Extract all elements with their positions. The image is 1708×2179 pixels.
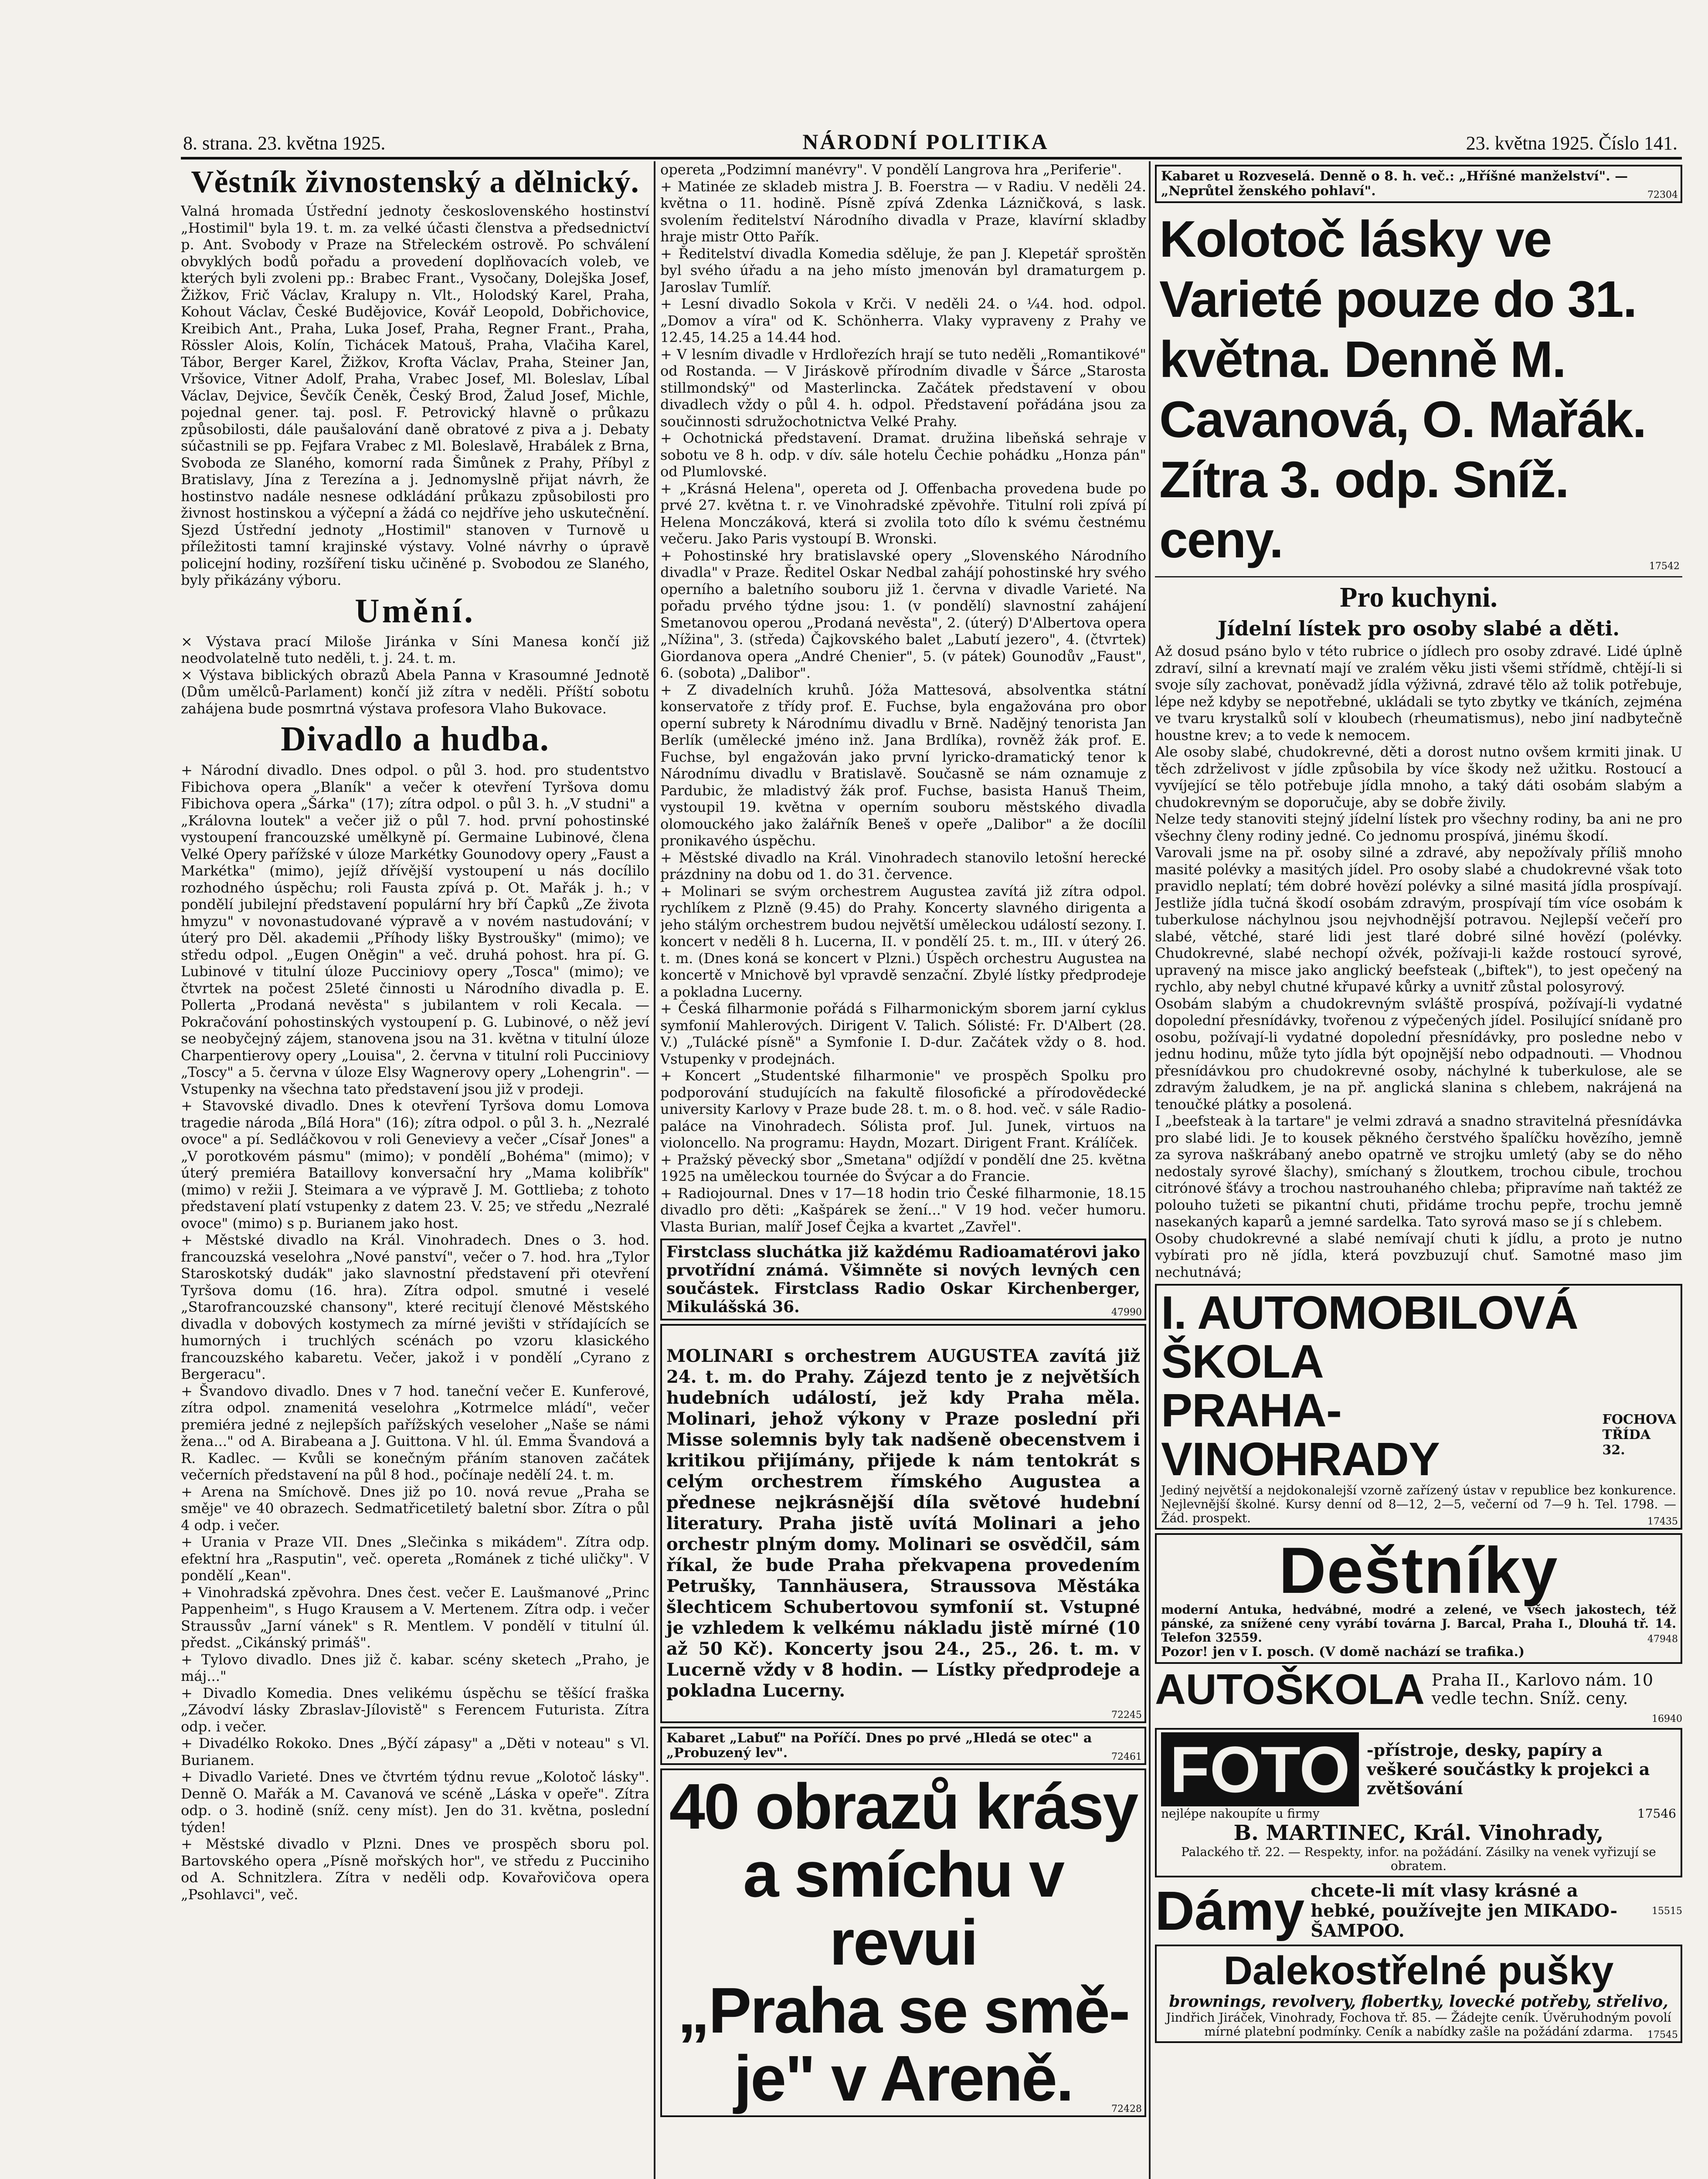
- col2-item: + Pražský pěvecký sbor „Smetana" odjíždí v pondělí dne 25. května 1925 na uměleckou tournée do Švýcar a do Francie.: [660, 1151, 1146, 1185]
- ad-destniky-text: moderní Antuka, hedvábné, modré a zelené, ve všech jakostech, též pánské, za snížené ceny vyrábí továrna J. Barcal, Praha I., Dlouhá tř. 14. Telefon 32559.: [1161, 1602, 1676, 1645]
- ad-foto-word: FOTO: [1161, 1732, 1359, 1806]
- article-umeni-1: × Výstava prací Miloše Jiránka v Síni Manesa končí již neodvolatelně tuto neděli, t. j. 24. t. m.: [181, 633, 649, 666]
- ad-autoskola-word: AUTOŠKOLA: [1155, 1665, 1425, 1713]
- ad-foto-shop-num: 17546: [1637, 1806, 1676, 1821]
- ad-obrazu-line: „Praha se smě-: [677, 1975, 1129, 2047]
- divadlo-item: + Divadélko Rokoko. Dnes „Býčí zápasy" a „Děti v noteau" s Vl. Burianem.: [181, 1735, 649, 1768]
- kuchyne-paragraph: Ale osoby slabé, chudokrevné, děti a dorost nutno ovšem krmiti jinak. U těch zdrželivost v jídle způsobila by více škody než užitku. Rostoucí a vyvíjející se tělo potřebuje jídla mnoho, a taký dáti osobám slabým a chudokrevným se doporučuje, aby se dobře živily.: [1155, 743, 1682, 811]
- ad-autoskola-addr: Praha II., Karlovo nám. 10 vedle techn. Sníž. ceny.: [1431, 1670, 1654, 1708]
- section-title-vestnik: Věstník živnostenský a dělnický.: [191, 164, 639, 199]
- divadlo-item: + Arena na Smíchově. Dnes již po 10. nová revue „Praha se směje" ve 40 obrazech. Sedmatřicetiletý baletní sbor. Zítra o půl 4 odp. i večer.: [181, 1483, 649, 1534]
- kuchyne-paragraph: Nelze tedy stanoviti stejný jídelní lístek pro všechny rodiny, ba ani ne pro všechny členy rodiny jedné. Co jednomu prospívá, jinému škodí.: [1155, 811, 1682, 844]
- section-title-kuchyne: Pro kuchyni.: [1340, 581, 1497, 613]
- col2-item: + Ředitelství divadla Komedia sděluje, že pan J. Klepetář sproštěn byl svého úřadu a na jeho místo jmenován byl dramaturgem p. Jaroslav Tumlíř.: [660, 245, 1146, 295]
- col2-item: + Ochotnická představení. Dramat. družina libeňská sehraje v sobotu ve 8 h. odp. v dív. sále hotelu Čechie pohádku „Honza pán" od Plumlovské.: [660, 430, 1146, 480]
- ad-praha-se-smeje: [660, 1768, 1146, 2117]
- ad-foto-text: -přístroje, desky, papíry a veškeré součástky k projekci a zvětšování: [1366, 1740, 1650, 1798]
- divider: [1155, 576, 1682, 577]
- subtitle-jidelni: Jídelní lístek pro osoby slabé a děti.: [1217, 617, 1620, 640]
- divadlo-item: + Tylovo divadlo. Dnes již č. kabar. scény sketech „Praho, je máj...": [181, 1651, 649, 1684]
- ad-number: 72245: [1111, 1710, 1142, 1721]
- column-1: [181, 161, 649, 2179]
- col2-item: + V lesním divadle v Hrdlořezích hrají se tuto neděli „Romantikové" od Rostanda. — V Jiráskově přírodním divadle v Šárce „Starosta stillmondský" od Masterlincka. Začátek představení v obou divadlech vždy o půl 4. h. odpol. Představení pořádána jsou za součinnosti sdružochotnictva Velké Prahy.: [660, 346, 1146, 430]
- ad-obrazu-line: 40 obrazů krásy: [669, 1771, 1138, 1843]
- column-3: [1155, 161, 1682, 2179]
- ad-number: 16940: [1652, 1714, 1682, 1724]
- divadlo-item: + Divadlo Komedia. Dnes velikému úspěchu se těšící fraška „Závodví lásky Zbraslav-Jílovistě" s Ferencem Futurista. Zítra odp. i večer.: [181, 1684, 649, 1735]
- ad-obrazu-line: je" v Areně.: [733, 2043, 1073, 2115]
- col2-item: + Z divadelních kruhů. Jóža Mattesová, absolventka státní konservatoře z třídy prof. E. Fuchse, byla engažována pro obor operní subrety k Národnímu divadlu v Brně. Nadějný tenorista Jan Berlík (umělecké jméno inž. Jana Brdlíka), rovněž žák prof. E. Fuchse, byl engažován jako první lyricko-dramatický tenor k Národnímu divadlu v Bratislavě. Současně se nám oznamuje z Pardubic, že mladistvý žák prof. Fuchse, basista Hanuš Theim, vystoupil 19. května v operním souboru městského divadla olomouckého jako žalářník Beneš v opeře „Dalibor" a že docílil pronikavého úspěchu.: [660, 681, 1146, 849]
- divadlo-item: + Vinohradská zpěvohra. Dnes čest. večer E. Laušmanové „Princ Pappenheim", s Hugo Krausem a V. Mertenem. Zítra odp. i večer Straussův „Jarní vánek" s R. Mentlem. V pondělí v titulní úl. předst. „Cikánský primáš".: [181, 1584, 649, 1651]
- ad-kolotoc: [1155, 207, 1682, 573]
- column-divider-1: [654, 161, 655, 2179]
- divadlo-item: + Švandovo divadlo. Dnes v 7 hod. taneční večer E. Kunferové, zítra odpol. znamenitá veselohra „Kotrmelce mládí", večer premiéra jedné z nejlepších pařížských veseloher „Naše se námi žena..." od A. Birabeana a J. Guittona. V hl. úl. Emma Švandová a R. Kadlec. — Kvůli se konečným přáním stanoven začátek večerních představení na půl 8 hod., počínaje nedělí 24. t. m.: [181, 1382, 649, 1483]
- ad-autom-text: Jediný největší a nejdokonalejší vzorně zařízený ústav v republice bez konkurence. Nejlevnější školné. Kursy denní od 8—12, 2—5, večerní od 7—9 h. Tel. 1798. — Žád. prospekt.: [1161, 1483, 1676, 1525]
- col2-item: + Matinée ze skladeb mistra J. B. Foerstra — v Radiu. V neděli 24. května o 11. hodině. Písně zpívá Zdenka Lázničková, s lask. svolením ředitelství Národního divadla v Praze, klavírní skladby hraje mistr Otto Pařík.: [660, 178, 1146, 245]
- ad-pusky-firm: Jindřich Jiráček, Vinohrady, Fochova tř. 85. — Žádejte ceník. Úvěruhodným povolí mírné platební podmínky. Ceník a nabídky zašle na požádání zdarma.: [1166, 2010, 1671, 2039]
- ad-number: 72304: [1647, 190, 1678, 200]
- header-title: NÁRODNÍ POLITIKA: [802, 129, 1049, 154]
- col2-item: + Koncert „Studentské filharmonie" ve prospěch Spolku pro podporování studujících na fakultě filosofické a přírodovědecké university Karlovy v Praze bude 28. t. m. o 8. hod. več. v sále Radio-paláce na Vinohradech. Sólista prof. Jul. Junek, virtuos na violoncello. Na programu: Haydn, Mozart. Dirigent Frant. Králíček.: [660, 1067, 1146, 1151]
- ad-kabaret-rozvesela-text: Kabaret u Rozveselá. Denně o 8. h. več.: „Hříšné manželství". — „Neprůtel ženského pohlaví".: [1161, 169, 1628, 199]
- ad-number: 72428: [1111, 2104, 1142, 2115]
- article-vestnik: Valná hromada Ústřední jednoty československého hostinství „Hostimil" byla 19. t. m. za velké účasti členstva a předsednictví p. Ant. Svobody v Praze na Střeleckém ostrově. Po schválení obvyklých bodů pořadu a provedení doplňovacích voleb, ve kterých byli zvoleni pp.: Brabec Frant., Vysočany, Dolejška Josef, Žižkov, Frič Václav, Kralupy n. Vlt., Holodský Karel, Praha, Kohout Václav, České Budějovice, Kovář Leopold, Dobřichovice, Kreibich Ant., Praha, Luka Josef, Praha, Regner Frant., Praha, Rössler Alois, Kolín, Tichácek Matouš, Praha, Vlačiha Karel, Tábor, Berger Karel, Žižkov, Krofta Václav, Praha, Steiner Jan, Vršovice, Vitner Adolf, Praha, Vrabec Josef, Ml. Boleslav, Líbal Václav, Dejvice, Ševčík Čeněk, Český Brod, Žalud Josef, Michle, pojednal gener. taj. posl. F. Petrovický hlavně o průkazu způsobilosti, dále paušalování daně obratové z piva a j. Debaty súčastnili se pp. Fejfara Vrabec z Ml. Boleslavě, Hrabálek z Brna, Svoboda ze Slaného, komorní rada Šimůnek z Prahy, Příbyl z Bratislavy, Jína z Terezína a j. Jednomyslně přijat návrh, že hostinstvo nadále nesnese odkládání průkazu způsobilosti pro živnost hostinskou a výčepní a žádá co nejdříve jeho uskutečnění. Sjezd Ústřední jednoty „Hostimil" stanoven v Turnově u příležitosti tamní krajinské výstavy. Volné návrhy o úpravě policejní hodiny, rozšíření tisku učiněné p. Svobodou ze Slaného, byly přikázány výboru.: [181, 203, 649, 588]
- divadlo-item: + Městské divadlo v Plzni. Dnes ve prospěch sboru pol. Bartovského opera „Písně mořských hor", ve středu z Pucciniho od A. Schnitzlera. Zítra v neděli odp. Kovařovičova opera „Psohlavci", več.: [181, 1836, 649, 1903]
- section-title-divadlo: Divadlo a hudba.: [281, 720, 550, 758]
- masthead: [183, 126, 1677, 154]
- ad-autoskola-karlovo: [1155, 1667, 1682, 1711]
- divadlo-item: + Národní divadlo. Dnes odpol. o půl 3. hod. pro studentstvo Fibichova opera „Blaník" a večer k otevření Tyršova domu Fibichova opera „Šárka" (17); zítra odpol. o půl 3. h. „V studni" a „Královna loutek" a večer již o půl 7. hod. první pohostinské vystoupení francouzské umělkyně pí. Germaine Lubinové, člena Velké Opery pařížské v úloze Markétky Gounodovy opery „Faust a Markétka" (mimo), jejíž dřívější vystoupení u nás docílilo rozhodného úspěchu; roli Fausta zpívá p. Ot. Mařák j. h.; v pondělí jubilejní představení populární hry bří Čapků „Ze života hmyzu" v novonastudované výpravě a v novém nastudování; v úterý pro Děl. akademii „Příhody lišky Bystroušky" (mimo); ve středu odpol. „Eugen Oněgin" a več. druhá pohost. hra pí. G. Lubinové v titulní úloze Pucciniovy opery „Tosca" (mimo); ve čtvrtek na počest 25leté činnosti u Národního divadla p. E. Pollerta „Prodaná nevěsta" s jubilantem v roli Kecala. — Pokračování pohostinských vystoupení p. G. Lubinové, o něž jeví se neobyčejný zájem, stanovena jsou na 31. května v titulní úloze Charpentierovy opery „Louisa", 2. června v titulní roli Pucciniovy „Toscy" a 5. června v úloze Elsy Wagnerovy opery „Lohengrin". — Vstupenky na všechna tato představení jsou již v prodeji.: [181, 762, 649, 1097]
- ad-pusky-items: brownings, revolvery, flobertky, lovecké potřeby, střelivo,: [1169, 1992, 1668, 2011]
- ad-firstclass: [660, 1239, 1146, 1320]
- ad-number: 17542: [1649, 561, 1680, 572]
- header-rule: [181, 157, 1682, 160]
- ad-pusky-title: Dalekostřelné pušky: [1223, 1948, 1614, 1993]
- divadlo-item: + Stavovské divadlo. Dnes k otevření Tyršova domu Lomova tragedie národa „Bílá Hora" (16); zítra odpol. o půl 3. h. „Nezralé ovoce" a pí. Sedláčkovou v roli Genevievy a večer „Císař Jones" a „V porotkovém pásmu" (mimo); v pondělí „Bohéma" (mimo); v úterý premiéra Bataillovy konversační hry „Mama kolibřík" (mimo) v režii J. Steimara a ve výpravě J. M. Gottlieba; z tohoto představení platí vstupenky z datem 23. V. 25; ve středu „Nezralé ovoce" (mimo) s p. Burianem jako host.: [181, 1097, 649, 1232]
- col2-item: + Česká filharmonie pořádá s Filharmonickým sborem jarní cyklus symfonií Mahlerových. Dirigent V. Talich. Sólisté: Fr. D'Albert (28. V.) „Tulácké písně" a Symfonie I. D-dur. Začátek vždy o 8. hod. Vstupenky v prodejnách.: [660, 1000, 1146, 1067]
- ad-number: 47948: [1647, 1634, 1678, 1645]
- ad-destniky: [1155, 1533, 1682, 1664]
- col2-item: + Městské divadlo na Král. Vinohradech stanovilo letošní herecké prázdniny na dobu od 1. do 31. července.: [660, 849, 1146, 882]
- ad-foto-shop: nejlépe nakoupíte u firmy: [1161, 1806, 1320, 1821]
- ad-obrazu-line: a smíchu v revui: [743, 1839, 1063, 1979]
- header-right: 23. května 1925. Číslo 141.: [1466, 132, 1677, 154]
- ad-kabaret-rozvesela: [1155, 165, 1682, 203]
- ad-damy-text: chcete-li mít vlasy krásné a hebké, používejte jen MIKADO-ŠAMPOO.: [1311, 1880, 1618, 1941]
- ad-foto-firm: B. MARTINEC, Král. Vinohrady,: [1233, 1821, 1604, 1845]
- ad-number: 15515: [1652, 1905, 1682, 1917]
- kuchyne-paragraph: I „beefsteak à la tartare" je velmi zdravá a snadno stravitelná přesnídávka pro slabé lidi. Je to kousek pěkného čerstvého špalíčku hovězího, jemně za syrova naškrábaný anebo opatrně ve strojku umletý (aby se do něho nedostaly syrové šlachy), smíchaný s žloutkem, trochou cibule, trochou citrónové šťávy a trochou nastrouhaného chleba; připravíme naň taktéž ze polouho tužeti se pikantní chuti, přidáme trochu pepře, trochu jemně nasekaných kaparů a jemné sardelka. Tato syrová maso se jí s chlebem.: [1155, 1113, 1682, 1230]
- col2-item: + Pohostinské hry bratislavské opery „Slovenského Národního divadla" v Praze. Ředitel Oskar Nedbal zahájí pohostinské hry svého operního a baletního souboru již 1. června v divadle Varieté. Na pořadu prvého týdne jsou: 1. (v pondělí) slavnostní zahájení Smetanovou operou „Prodaná nevěsta", 2. (úterý) D'Albertova opera „Nížina", 3. (středa) Čajkovského balet „Labutí jezero", 4. (čtvrtek) Giordanova opera „André Chenier", 5. (v pátek) Gounodův „Faust", 6. (sobota) „Dalibor".: [660, 547, 1146, 681]
- ad-number: 72461: [1111, 1751, 1142, 1762]
- kuchyne-paragraph: Varovali jsme na př. osoby silné a zdravé, aby nepožívaly příliš mnoho masité polévky a masitých jídel. Pro osoby slabé a chudokrevné však toto pravidlo neplatí; tém dobré hovězí polévky a silné masitá jídla prospívají. Jestliže jídla tučná škodí osobám zdravým, prospívají tím více osobám k tuberkulose náchylnou jsou nejvhodnější potravou. Nejlepší večeří pro slabé, větché, staré lidi jest tlaré dobré silné hovězí (polévky. Chudokrevné, slabé nechopí ožvék, požívaji-li každe rostoucí syrové, upravený na misce jako anglický beefsteak („biftek"), to jest opečený na rychlo, aby nebyl chutné křupavé kůrky a uvnitř zůstal polosyrový.: [1155, 844, 1682, 995]
- header-left: 8. strana. 23. května 1925.: [183, 132, 386, 154]
- col2-item: + Molinari se svým orchestrem Augustea zavítá již zítra odpol. rychlíkem z Plzně (9.45) do Prahy. Koncerty slavného dirigenta a jeho stálým orchestrem budou největší uměleckou událostí sezony. I. koncert v neděli 8 h. Lucerna, II. v pondělí 25. t. m., III. v úterý 26. t. m. (Dnes koná se koncert v Plzni.) Úspěch orchestru Augustea na koncertě v Mnichově byl vpravdě senzační. Zbylé lístky předprodeje a pokladna Lucerny.: [660, 882, 1146, 1000]
- kuchyne-paragraph: Osobám slabým a chudokrevným svláště prospívá, požívají-li vydatné dopolední přesnídávky, tvořenou z výpečených jídel. Posilující snídaně pro osobu, požívají-li vydatné dopolední přesnídávky, pro posledne nebo v jednu hodinu, může tyto jídla být opojnější nebo odpadnouti. — Vhodnou přesnídávkou pro chudokrevné osoby, náchylné k tuberkulose, ale se zdravým žaludkem, je na př. anglická slanina s chlebem, nakrájená na tenoučké plátky a posolená.: [1155, 995, 1682, 1113]
- divadlo-item: + Divadlo Varieté. Dnes ve čtvrtém týdnu revue „Kolotoč lásky". Denně O. Mařák a M. Cavanová ve scéně „Láska v opeře". Zítra odp. o 3. hodině (sníž. ceny míst). Jen do 31. května, poslední týden!: [181, 1768, 649, 1836]
- ad-autom-addr: FOCHOVA TŘÍDA 32.: [1602, 1412, 1676, 1458]
- ad-number: 17435: [1647, 1516, 1678, 1527]
- col2-item: opereta „Podzimní manévry". V pondělí Langrova hra „Periferie".: [660, 161, 1122, 178]
- ad-damy-word: Dámy: [1155, 1880, 1305, 1941]
- kuchyne-paragraph: Až dosud psáno bylo v této rubrice o jídlech pro osoby zdravé. Lidé úplně zdraví, silní a krevnatí mají ve zralém věku jisti všemi střídmě, chtějí-li si svoje síly zachovat, poněvadž jídla výživná, zdravé tělo až tolik potřebuje, lépe než kdyby se nepotřebné, ukládali se tyto zbytky ve tkáních, zejména ve tvaru krystalků solí v kloubech (rheumatismus), nebo jiní nadbytečně houstne krev; a to vede k nemocem.: [1155, 643, 1682, 743]
- ad-destniky-pozor: Pozor! jen v I. posch. (V domě nachází se trafika.): [1161, 1644, 1525, 1660]
- column-divider-2: [1149, 161, 1151, 2179]
- ad-foto: [1155, 1728, 1682, 1877]
- ad-destniky-title: Deštníky: [1279, 1534, 1559, 1607]
- ad-molinari-text: MOLINARI s orchestrem AUGUSTEA zavítá již 24. t. m. do Prahy. Zájezd tento je z největších hudebních událostí, jež kdy Praha měla. Molinari, jehož výkony v Praze poslední při Misse solemnis byly tak nadšeně obecenstvem i kritikou přijímány, přijede k nám tentokrát s celým orchestrem římského Augustea a přednese nejkrásnější díla světové hudební literatury. Praha jistě uvítá Molinari a jeho orchestr plným domy. Molinari se osvědčil, sám říkal, že bude Praha překvapena provedením Petrušky, Tannhäusera, Straussova Městáka šlechticem Schubertovou symfonií st. Vstupné je vzhledem k velkému nákladu jistě mírné (10 až 50 Kč). Koncerty jsou 24., 25., 26. t. m. v Lucerně vždy v 8 hodin. — Lístky předprodeje a pokladna Lucerny.: [666, 1346, 1140, 1701]
- column-2: [660, 161, 1146, 2179]
- divadlo-item: + Urania v Praze VII. Dnes „Slečinka s mikádem". Zítra odp. efektní hra „Rasputin", več. opereta „Románek z tiché uličky". V pondělí „Kean".: [181, 1534, 649, 1584]
- ad-autom-line1: I. AUTOMOBILOVÁ ŠKOLA: [1161, 1286, 1578, 1388]
- ad-pusky: [1155, 1945, 1682, 2043]
- col2-item: + Radiojournal. Dnes v 17—18 hodin trio České filharmonie, 18.15 divadlo pro děti: „Kašpárek se žení..." V 19 hod. večer humoru. Vlasta Burian, malíř Josef Čejka a kvartet „Zavřel".: [660, 1185, 1146, 1235]
- ad-kabaret-labut: [660, 1727, 1146, 1765]
- ad-firstclass-text: Firstclass sluchátka již každému Radioamatérovi jako prvotřídní známá. Všimněte si nových levných cen součástek. Firstclass Radio Oskar Kirchenberger, Mikulášská 36.: [666, 1243, 1140, 1316]
- ad-kabaret-labut-text: Kabaret „Labuť" na Poříčí. Dnes po prvé „Hledá se otec" a „Probuzený lev".: [666, 1731, 1092, 1761]
- kuchyne-paragraph: Osoby chudokrevné a slabé nemívají chuti k jídlu, a proto je nutno vybírati pro ně jídla, která povzbuzují chuť. Samotné maso jim nechutnává;: [1155, 1230, 1682, 1280]
- ad-foto-addr: Palackého tř. 22. — Respekty, infor. na požádání. Zásilky na venek vyřizují se obratem.: [1181, 1845, 1656, 1873]
- col2-item: + „Krásná Helena", opereta od J. Offenbacha provedena bude po prvé 27. května t. r. ve Vinohradské zpěvohře. Titulní roli zpívá pí Helena Monczáková, která si zvolila toto dílo k svému čestnému večeru. Jako Paris vystoupí B. Wronski.: [660, 480, 1146, 547]
- article-umeni-2: × Výstava biblických obrazů Abela Panna v Krasoumné Jednotě (Dům umělců-Parlament) končí již zítra v neděli. Příští sobotu zahájena bude posmrtná výstava profesora Vlaho Bukovace.: [181, 666, 649, 717]
- section-title-umeni: Umění.: [355, 591, 475, 630]
- ad-autom-line2: PRAHA-VINOHRADY: [1161, 1384, 1440, 1485]
- ad-molinari: [660, 1324, 1146, 1723]
- ad-damy: [1155, 1881, 1682, 1941]
- ad-autoskola-vinohrady: [1155, 1284, 1682, 1530]
- divadlo-item: + Městské divadlo na Král. Vinohradech. Dnes o 3. hod. francouzská veselohra „Nové panství", večer o 7. hod. hra „Tylor Staroskotský dudák" jako slavnostní představení při otevření Tyršova domu (16. hra). Zítra odpol. smutné i veselé „Starofrancouzské chansony", které recitují členové Městského divadla v dobových kostymech za mírné jevišti v střídajících se humorných i truchlých scénách po vzoru klasického francouzského kabaretu. Večer, jakož i v pondělí „Cyrano z Bergeracu".: [181, 1232, 649, 1382]
- ad-number: 47990: [1111, 1307, 1142, 1318]
- ad-kolotoc-text: Kolotoč lásky ve Varieté pouze do 31. května. Denně M. Cavanová, O. Mařák. Zítra 3. odp. Sníž. ceny.: [1159, 210, 1646, 569]
- col2-item: + Lesní divadlo Sokola v Krči. V neděli 24. o ¼4. hod. odpol. „Domov a víra" od K. Schönherra. Vlaky vypraveny z Prahy ve 12.45, 14.25 a 14.44 hod.: [660, 295, 1146, 346]
- ad-number: 17545: [1647, 2030, 1678, 2040]
